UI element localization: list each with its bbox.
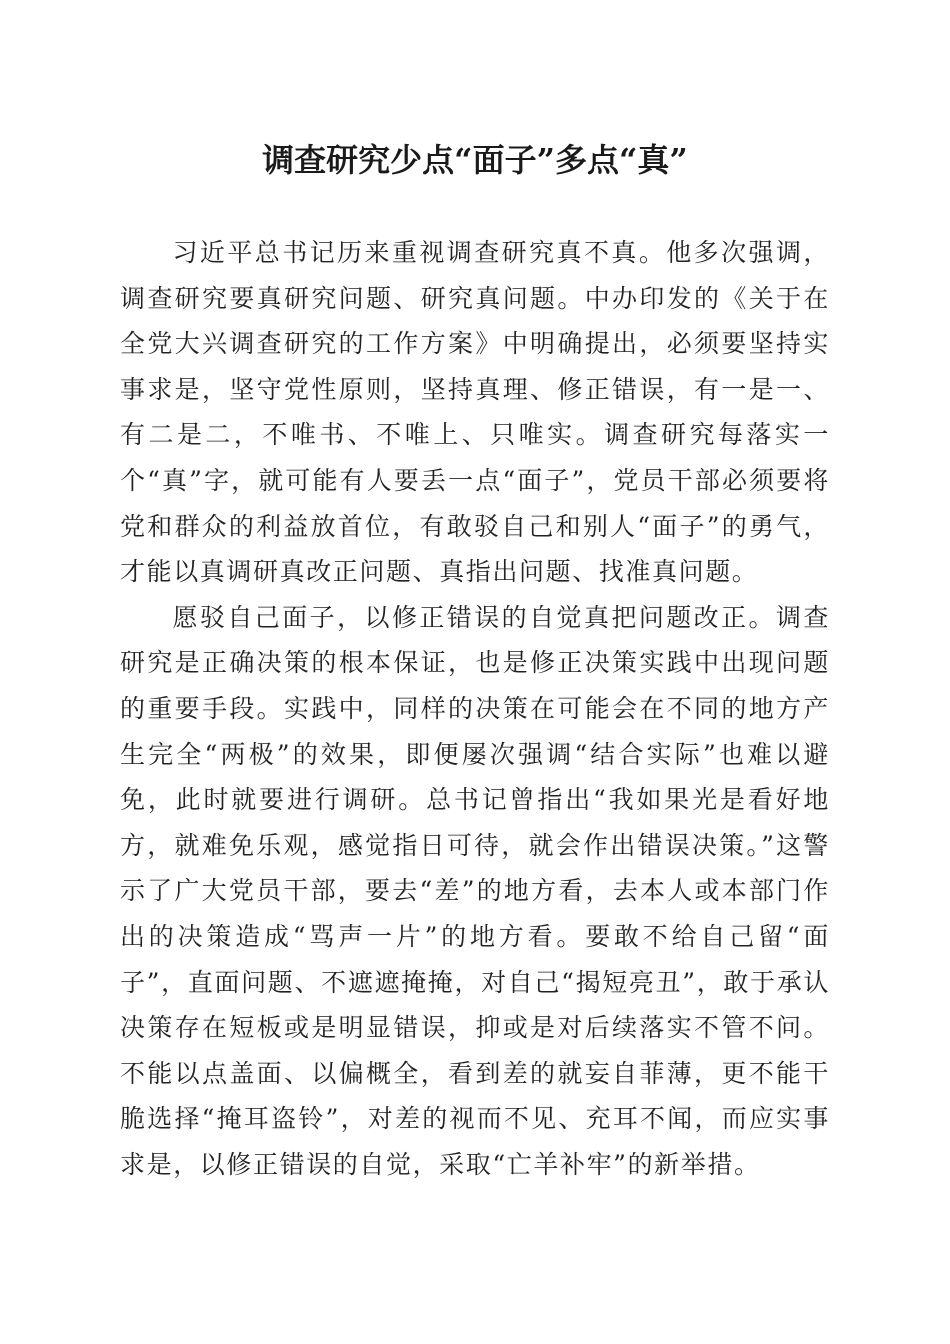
paragraph-1: 习近平总书记历来重视调查研究真不真。他多次强调，调查研究要真研究问题、研究真问题。中办印发的《关于在全党大兴调查研究的工作方案》中明确提出，必须要坚持实事求是，坚守党性原则，坚持真理、修正错误，有一是一、有二是二，不唯书、不唯上、只唯实。调查研究每落实一个“真”字，就可能有人要丢一点“面子”，党员干部必须要将党和群众的利益放首位，有敢驳自己和别人“面子”的勇气，才能以真调研真改正问题、真指出问题、找准真问题。 xyxy=(120,238,830,587)
document-body xyxy=(120,230,830,1187)
paragraph-2: 愿驳自己面子，以修正错误的自觉真把问题改正。调查研究是正确决策的根本保证，也是修正决策实践中出现问题的重要手段。实践中，同样的决策在可能会在不同的地方产生完全“两极”的效果，即便屡次强调“结合实际”也难以避免，此时就要进行调研。总书记曾指出“我如果光是看好地方，就难免乐观，感觉指日可待，就会作出错误决策。”这警示了广大党员干部，要去“差”的地方看，去本人或本部门作出的决策造成“骂声一片”的地方看。要敢不给自己留“面子”，直面问题、不遮遮掩掩，对自己“揭短亮丑”，敢于承认决策存在短板或是明显错误，抑或是对后续落实不管不问。不能以点盖面、以偏概全，看到差的就妄自菲薄，更不能干脆选择“掩耳盗铃”，对差的视而不见、充耳不闻，而应实事求是，以修正错误的自觉，采取“亡羊补牢”的新举措。 xyxy=(120,602,830,1179)
document-title: 调查研究少点“面子”多点“真” xyxy=(262,141,688,179)
